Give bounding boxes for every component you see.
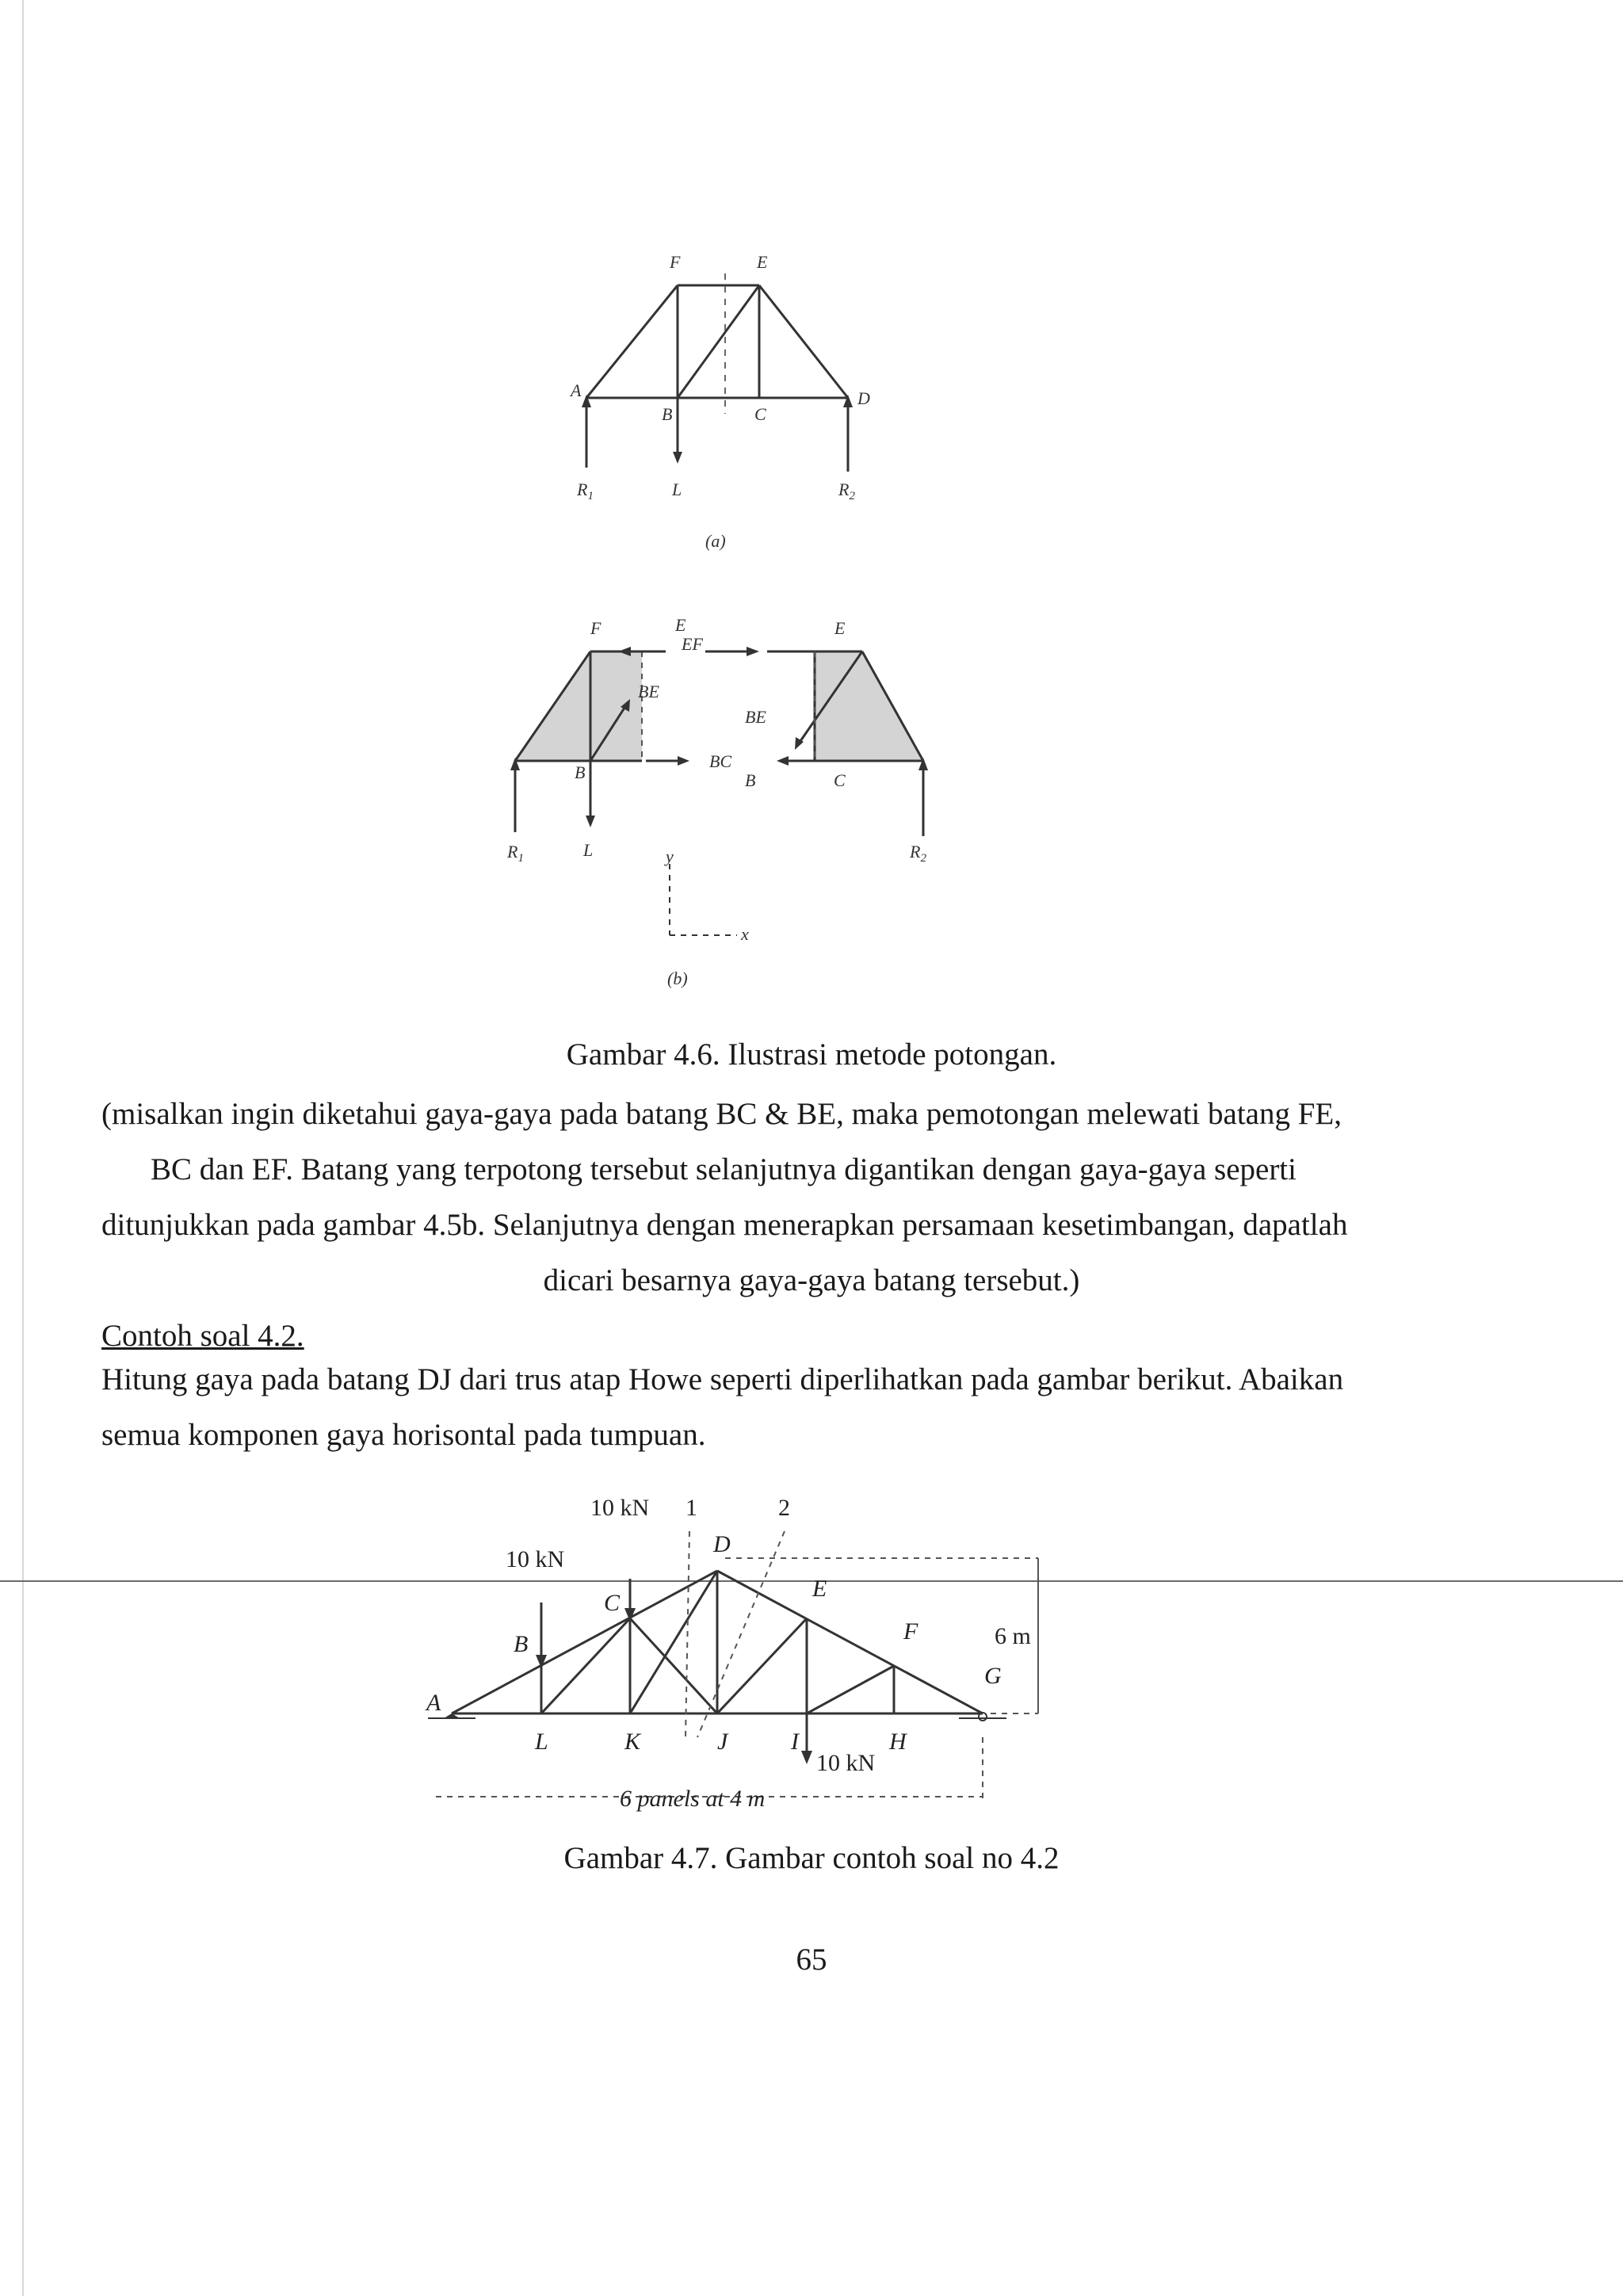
problem-line-2: semua komponen gaya horisontal pada tumpuan. [101,1418,706,1452]
node-label-b-right: B [745,770,756,790]
caption-gambar-4-7: Gambar 4.7. Gambar contoh soal no 4.2 [563,1841,1060,1875]
figure-b-free-body [491,602,999,999]
axis-y-label: y [666,846,674,866]
node-label-k: K [624,1729,641,1755]
node-label-j: J [717,1729,728,1755]
load-label-c: 10 kN [590,1495,650,1521]
paragraph-line-3: ditunjukkan pada gambar 4.5b. Selanjutnya dengan menerapkan persamaan kesetimbangan, dapatlah [101,1208,1348,1242]
force-label-ef: EF [682,634,703,654]
reaction-r1-label: $R_1$ [507,842,524,865]
node-label-e-left: E [675,615,686,635]
node-label-c: C [834,770,846,790]
figure-b-caption: (b) [667,968,688,988]
force-label-bc: BC [709,751,732,771]
node-label-b: B [514,1631,529,1657]
load-l-label: L [672,479,682,499]
node-label-c: C [604,1590,621,1616]
example-heading: Contoh soal 4.2. [101,1319,304,1353]
node-label-c: C [754,404,766,424]
page-number: 65 [796,1943,827,1977]
paragraph-line-2: BC dan EF. Batang yang terpotong tersebut selanjutnya digantikan dengan gaya-gaya seperti [151,1152,1296,1186]
load-l-label: L [583,840,594,860]
node-label-f: F [590,618,601,638]
node-label-e-right: E [834,618,846,638]
reaction-r2-label: $R_2$ [838,479,855,502]
load-label-i: 10 kN [816,1750,876,1776]
axis-x-label: x [741,924,749,944]
node-label-l: L [535,1729,548,1755]
node-label-d: D [713,1531,731,1557]
caption-gambar-4-6: Gambar 4.6. Ilustrasi metode potongan. [566,1037,1057,1072]
figure-howe-truss [412,1476,1220,1824]
section-mark-1: 1 [685,1495,697,1521]
node-label-a: A [571,380,582,400]
node-label-f: F [670,252,681,272]
node-label-e: E [812,1576,827,1602]
node-label-a: A [426,1690,441,1716]
node-label-h: H [889,1729,907,1755]
section-mark-2: 2 [778,1495,790,1521]
reaction-r1-label: $R_1$ [577,479,594,502]
height-label: 6 m [995,1623,1031,1649]
node-label-i: I [791,1729,799,1755]
node-label-g: G [984,1663,1002,1689]
node-label-f: F [903,1618,918,1645]
load-label-b: 10 kN [506,1546,565,1572]
figure-a-truss [523,238,935,555]
node-label-b-left: B [575,762,586,782]
node-label-e: E [757,252,768,272]
problem-line-1: Hitung gaya pada batang DJ dari trus atap Howe seperti diperlihatkan pada gambar berikut. Abaikan [101,1362,1344,1396]
node-label-b: B [662,404,673,424]
figure-a-caption: (a) [705,531,726,551]
span-label: 6 panels at 4 m [620,1786,766,1812]
paragraph-line-1: (misalkan ingin diketahui gaya-gaya pada batang BC & BE, maka pemotongan melewati batang FE, [101,1097,1342,1131]
reaction-r2-label: $R_2$ [910,842,926,865]
node-label-d: D [857,388,870,408]
force-label-be-left: BE [638,682,659,701]
force-label-be-right: BE [745,707,766,727]
paragraph-line-4: dicari besarnya gaya-gaya batang tersebut.) [543,1263,1080,1297]
